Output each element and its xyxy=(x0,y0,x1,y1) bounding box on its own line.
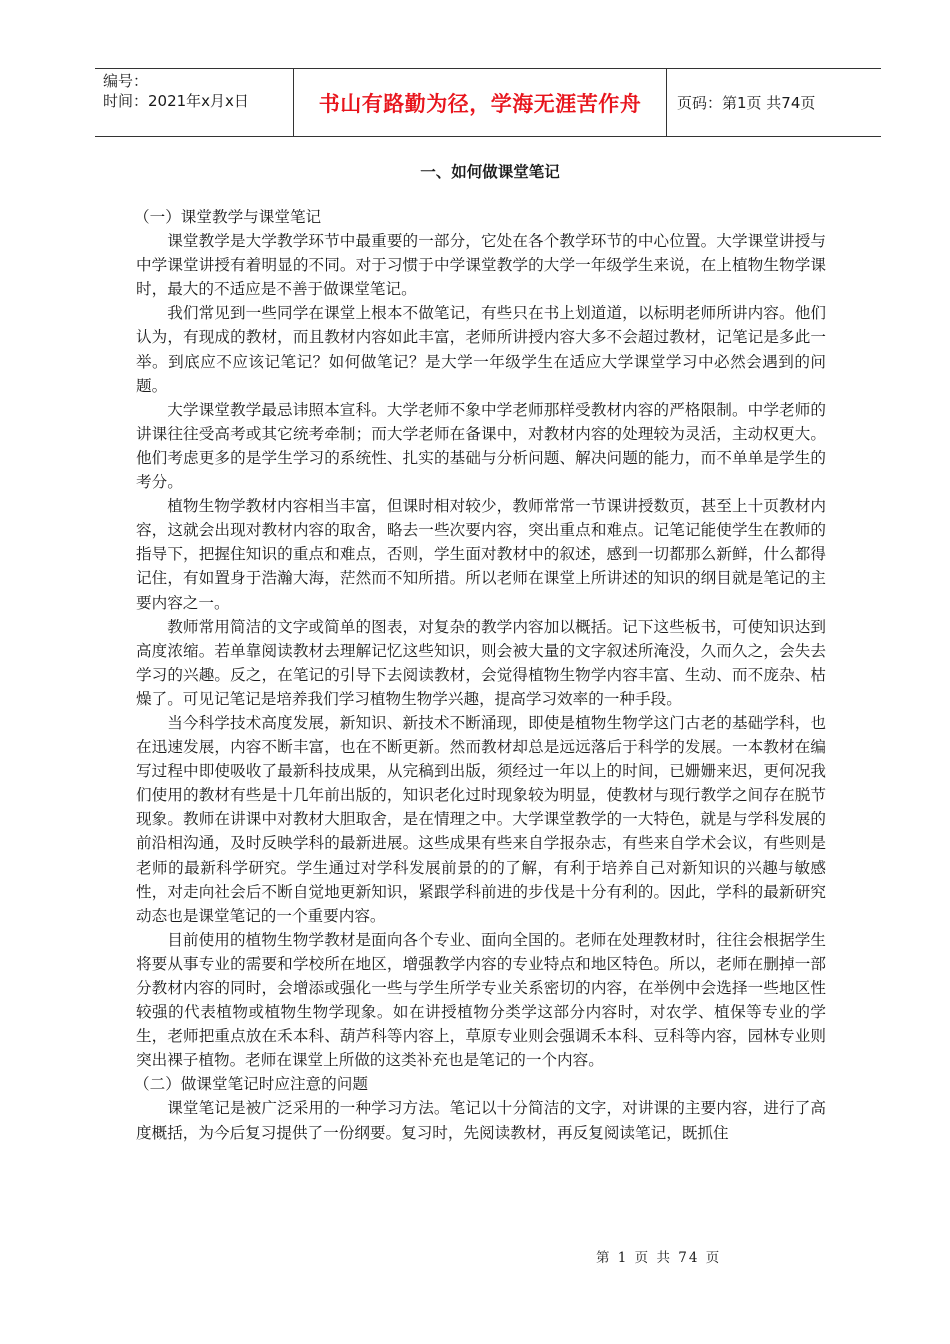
header-number-label: 编号： xyxy=(103,72,149,90)
paragraph: 当今科学技术高度发展，新知识、新技术不断涌现，即使是植物生物学这门古老的基础学科，也在迅速发展，内容不断丰富，也在不断更新。然而教材却总是远远落后于科学的发展。一本教材在编写过程中即使吸收了最新科技成果，从完稿到出版，须经过一年以上的时间，已姗姗来迟，更何况我们使用的教材有些是十几年前出版的，知识老化过时现象较为明显，使教材与现行教学之间存在脱节现象。教师在讲课中对教材大胆取舍，是在情理之中。大学课堂教学的一大特色，就是与学科发展的前沿相沟通，及时反映学科的最新进展。这些成果有些来自学报杂志，有些来自学术会议，有些则是老师的最新科学研究。学生通过对学科发展前景的的了解，有利于培养自己对新知识的兴趣与敏感性，对走向社会后不断自觉地更新知识，紧跟学科前进的步伐是十分有利的。因此，学科的最新研究动态也是课堂笔记的一个重要内容。 xyxy=(136,713,826,925)
page-footer: 第 1 页 共 74 页 xyxy=(596,1250,722,1266)
paragraph: 教师常用简洁的文字或简单的图表，对复杂的教学内容加以概括。记下这些板书，可使知识达到高度浓缩。若单靠阅读教材去理解记忆这些知识，则会被大量的文字叙述所淹没，久而久之，会失去学习的兴趣。反之，在笔记的引导下去阅读教材，会觉得植物生物学内容丰富、生动、而不庞杂、枯燥了。可见记笔记是培养我们学习植物生物学兴趣，提高学习效率的一种手段。 xyxy=(136,617,826,708)
paragraph: 目前使用的植物生物学教材是面向各个专业、面向全国的。老师在处理教材时，往往会根据学生将要从事专业的需要和学校所在地区，增强教学内容的专业特点和地区特色。所以，老师在删掉一部分教材内容的同时，会增添或强化一些与学生所学专业关系密切的内容，在举例中会选择一些地区性较强的代表植物或植物生物学现象。如在讲授植物分类学这部分内容时，对农学、植保等专业的学生，老师把重点放在禾本科、葫芦科等内容上，草原专业则会强调禾本科、豆科等内容，园林专业则突出裸子植物。老师在课堂上所做的这类补充也是笔记的一个内容。 xyxy=(136,930,826,1070)
paragraph: 课堂教学是大学教学环节中最重要的一部分，它处在各个教学环节的中心位置。大学课堂讲授与中学课堂讲授有着明显的不同。对于习惯于中学课堂教学的大学一年级学生来说，在上植物生物学课时，最大的不适应是不善于做课堂笔记。 xyxy=(136,232,826,299)
header-page-info: 页码：第1页 共74页 xyxy=(677,94,816,112)
document-body xyxy=(136,205,826,1145)
header-motto: 书山有路勤为径，学海无涯苦作舟 xyxy=(293,69,667,136)
document-title xyxy=(0,160,950,182)
section-heading: （二）做课堂笔记时应注意的问题 xyxy=(134,1075,368,1094)
header-meta xyxy=(95,69,293,136)
document-title-text: 一、如何做课堂笔记 xyxy=(420,163,560,181)
document-header xyxy=(95,68,881,137)
section-heading: （一）课堂教学与课堂笔记 xyxy=(134,208,322,226)
paragraph: 植物生物学教材内容相当丰富，但课时相对较少，教师常常一节课讲授数页，甚至上十页教材内容，这就会出现对教材内容的取舍，略去一些次要内容，突出重点和难点。记笔记能使学生在教师的指导下，把握住知识的重点和难点，否则，学生面对教材中的叙述，感到一切都那么新鲜，什么都得记住，有如置身于浩瀚大海，茫然而不知所措。所以老师在课堂上所讲述的知识的纲目就是笔记的主要内容之一。 xyxy=(136,497,826,612)
header-time-label: 时间：2021年x月x日 xyxy=(103,92,249,110)
paragraph: 课堂笔记是被广泛采用的一种学习方法。笔记以十分简洁的文字，对讲课的主要内容，进行了高度概括，为今后复习提供了一份纲要。复习时，先阅读教材，再反复阅读笔记，既抓住 xyxy=(136,1099,826,1142)
paragraph: 大学课堂教学最忌讳照本宣科。大学老师不象中学老师那样受教材内容的严格限制。中学老师的讲课往往受高考或其它统考牵制；而大学老师在备课中，对教材内容的处理较为灵活，主动权更大。他们考虑更多的是学生学习的系统性、扎实的基础与分析问题、解决问题的能力，而不单单是学生的考分。 xyxy=(136,400,826,492)
paragraph: 我们常见到一些同学在课堂上根本不做笔记，有些只在书上划道道，以标明老师所讲内容。他们认为，有现成的教材，而且教材内容如此丰富，老师所讲授内容大多不会超过教材，记笔记是多此一举。到底应不应该记笔记？如何做笔记？是大学一年级学生在适应大学课堂学习中必然会遇到的问题。 xyxy=(136,304,826,395)
